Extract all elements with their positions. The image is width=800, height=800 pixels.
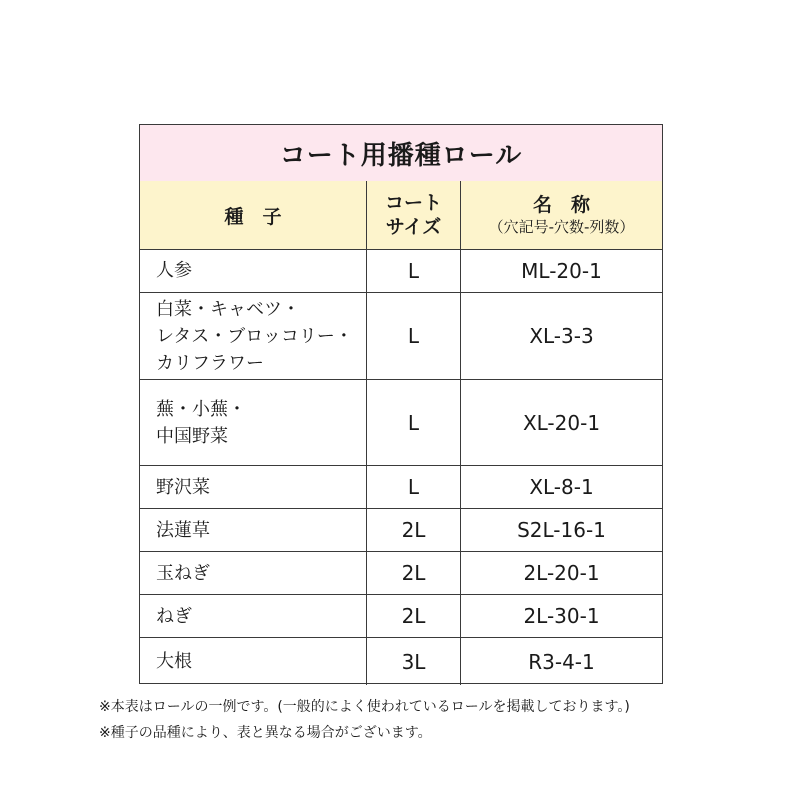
header-coat-size bbox=[366, 181, 460, 249]
table-row bbox=[140, 595, 662, 638]
header-seed: 種 子 bbox=[224, 205, 282, 228]
table-row bbox=[140, 466, 662, 509]
seed-line: 大根 bbox=[156, 651, 192, 672]
header-coat-size-line1: コート bbox=[384, 192, 442, 214]
cell-roll-name: R3-4-1 bbox=[460, 638, 662, 685]
cell-roll-name: 2L-20-1 bbox=[460, 552, 662, 594]
cell-coat-size: 2L bbox=[366, 552, 460, 594]
seed-line: 蕪・小蕪・ bbox=[156, 398, 246, 420]
seed-line: 人参 bbox=[156, 260, 192, 281]
table-header-row bbox=[140, 181, 662, 250]
header-name bbox=[460, 181, 662, 249]
table-title: コート用播種ロール bbox=[140, 125, 662, 182]
cell-seed bbox=[140, 380, 366, 465]
seed-roll-table bbox=[139, 124, 663, 684]
cell-seed bbox=[140, 595, 366, 637]
header-name-label: 名 称 bbox=[532, 194, 590, 216]
seed-line: 玉ねぎ bbox=[156, 562, 210, 584]
table-row bbox=[140, 552, 662, 595]
cell-coat-size: 3L bbox=[366, 638, 460, 685]
cell-seed bbox=[140, 509, 366, 551]
seed-line: 野沢菜 bbox=[156, 476, 210, 498]
header-name-sub: （穴記号-穴数-列数） bbox=[488, 218, 635, 236]
seed-line: 白菜・キャベツ・ bbox=[156, 298, 300, 320]
table-row bbox=[140, 509, 662, 552]
cell-roll-name: XL-3-3 bbox=[460, 293, 662, 379]
cell-seed bbox=[140, 552, 366, 594]
cell-coat-size: L bbox=[366, 293, 460, 379]
footnotes bbox=[99, 694, 630, 746]
cell-coat-size: 2L bbox=[366, 595, 460, 637]
table-row bbox=[140, 380, 662, 466]
cell-roll-name: S2L-16-1 bbox=[460, 509, 662, 551]
cell-seed bbox=[140, 249, 366, 292]
footnote: ※本表はロールの一例です。(一般的によく使われているロールを掲載しております。) bbox=[99, 699, 630, 715]
seed-line: 中国野菜 bbox=[156, 425, 228, 447]
table-row bbox=[140, 638, 662, 685]
table-row bbox=[140, 249, 662, 293]
cell-seed bbox=[140, 638, 366, 685]
seed-line: ねぎ bbox=[156, 605, 192, 627]
cell-roll-name: XL-20-1 bbox=[460, 380, 662, 465]
header-coat-size-line2: サイズ bbox=[385, 216, 442, 238]
cell-coat-size: 2L bbox=[366, 509, 460, 551]
cell-coat-size: L bbox=[366, 466, 460, 508]
seed-line: 法蓮草 bbox=[156, 519, 210, 541]
cell-roll-name: 2L-30-1 bbox=[460, 595, 662, 637]
cell-seed bbox=[140, 293, 366, 379]
cell-coat-size: L bbox=[366, 380, 460, 465]
table-row bbox=[140, 293, 662, 380]
cell-coat-size: L bbox=[366, 249, 460, 292]
seed-line: レタス・ブロッコリー・ bbox=[156, 325, 353, 347]
cell-roll-name: XL-8-1 bbox=[460, 466, 662, 508]
cell-seed bbox=[140, 466, 366, 508]
footnote: ※種子の品種により、表と異なる場合がございます。 bbox=[99, 725, 432, 741]
seed-line: カリフラワー bbox=[156, 352, 264, 374]
cell-roll-name: ML-20-1 bbox=[460, 249, 662, 292]
